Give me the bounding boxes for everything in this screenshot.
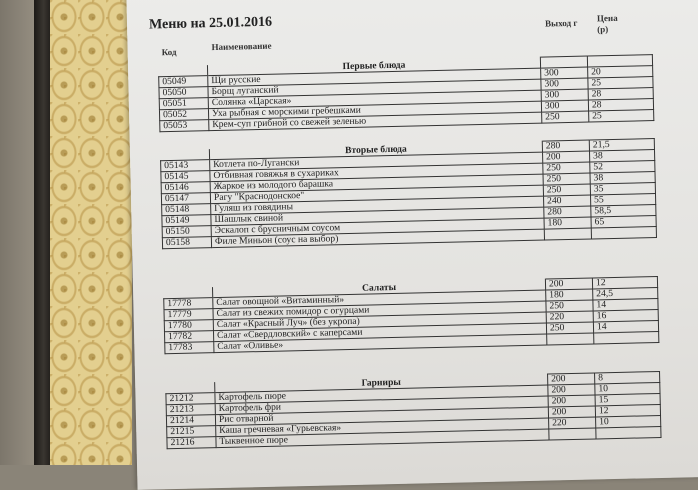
dish-code: 17783 xyxy=(165,342,214,354)
dish-name: Салат «Красный Луч» (без укропа) xyxy=(213,312,546,331)
dish-output: 180 xyxy=(544,217,591,229)
dish-code: 05158 xyxy=(162,237,211,249)
menu-binder-edge xyxy=(34,0,50,465)
dish-price: 28 xyxy=(588,88,653,100)
dish-code: 17778 xyxy=(164,298,213,310)
header-name: Наименование xyxy=(211,40,272,53)
menu-title: Меню на 25.01.2016 xyxy=(148,14,273,33)
dish-name: Рагу "Краснодонское" xyxy=(210,185,543,204)
dish-code: 05147 xyxy=(161,193,210,205)
header-output: Выход г xyxy=(544,17,578,29)
section-title: Первые блюда xyxy=(207,57,540,76)
dish-code: 21212 xyxy=(166,393,215,405)
dish-output: 250 xyxy=(542,111,589,123)
dish-code: 05051 xyxy=(159,98,208,110)
dish-output xyxy=(547,333,594,345)
dish-price: 25 xyxy=(589,110,654,122)
dish-code: 05050 xyxy=(159,87,208,99)
dish-name: Крем-суп грибной со свежей зеленью xyxy=(209,112,542,131)
menu-page xyxy=(126,0,698,490)
dish-price: 38 xyxy=(589,150,654,162)
dish-output: 250 xyxy=(546,300,593,312)
dish-code: 05049 xyxy=(159,76,208,88)
dish-code: 21215 xyxy=(167,426,216,438)
dish-output: 280 xyxy=(544,206,591,218)
section-price: 12 xyxy=(592,277,657,289)
dish-price: 28 xyxy=(588,99,653,111)
dish-name: Солянка «Царская» xyxy=(208,90,541,109)
dish-code: 21214 xyxy=(166,415,215,427)
dish-output: 200 xyxy=(548,384,595,396)
dish-price xyxy=(596,426,661,438)
section-table-main-courses xyxy=(160,138,657,249)
dish-name: Гуляш из говядины xyxy=(211,196,544,215)
dish-output: 180 xyxy=(546,289,593,301)
dish-price: 55 xyxy=(590,194,655,206)
dish-price: 16 xyxy=(593,310,658,322)
dish-name: Борщ луганский xyxy=(208,79,541,98)
dish-price xyxy=(594,332,659,344)
dish-output: 300 xyxy=(541,67,588,79)
dish-name: Рис отварной xyxy=(215,407,548,426)
dish-code: 17779 xyxy=(164,309,213,321)
section-table-salads xyxy=(163,276,659,354)
dish-output: 240 xyxy=(544,195,591,207)
dish-output: 250 xyxy=(543,184,590,196)
dish-price: 12 xyxy=(595,404,660,416)
dish-code: 05149 xyxy=(162,215,211,227)
dish-output: 200 xyxy=(548,406,595,418)
dish-price: 14 xyxy=(593,299,658,311)
dish-price: 52 xyxy=(590,161,655,173)
section-title: Гарниры xyxy=(215,374,548,393)
dish-price: 65 xyxy=(591,216,656,228)
dish-price: 58,5 xyxy=(591,205,656,217)
dish-output: 300 xyxy=(541,100,588,112)
dish-code: 17782 xyxy=(164,331,213,343)
dish-code: 05145 xyxy=(161,171,210,183)
dish-code: 05143 xyxy=(161,160,210,172)
dish-output: 250 xyxy=(543,162,590,174)
header-code: Код xyxy=(161,46,177,58)
dish-price: 38 xyxy=(590,172,655,184)
dish-price: 35 xyxy=(590,183,655,195)
dish-name: Картофель фри xyxy=(215,396,548,415)
dish-code: 05150 xyxy=(162,226,211,238)
dish-output xyxy=(549,428,596,440)
dish-price: 14 xyxy=(593,321,658,333)
table-surface xyxy=(0,0,34,465)
dish-output xyxy=(544,228,591,240)
section-output: 200 xyxy=(545,278,592,290)
dish-code: 05053 xyxy=(160,120,209,132)
dish-code: 05146 xyxy=(161,182,210,194)
dish-name: Щи русские xyxy=(208,68,541,87)
dish-name: Уха рыбная с морскими гребешками xyxy=(208,101,541,120)
dish-price: 20 xyxy=(588,66,653,78)
section-table-side-dishes xyxy=(165,371,661,449)
dish-price: 10 xyxy=(596,415,661,427)
dish-price: 10 xyxy=(595,382,660,394)
dish-name: Салат «Оливье» xyxy=(214,334,547,353)
section-title: Салаты xyxy=(212,279,545,298)
dish-name: Салат из свежих помидор с огурцами xyxy=(213,301,546,320)
dish-price: 24,5 xyxy=(593,288,658,300)
dish-price xyxy=(591,227,656,239)
section-output: 280 xyxy=(542,140,589,152)
dish-name: Эскалоп с брусничным соусом xyxy=(211,218,544,237)
section-price: 8 xyxy=(595,371,660,383)
dish-name: Каша гречневая «Гурьевская» xyxy=(216,418,549,437)
header-price: Цена (р) xyxy=(596,12,618,35)
dish-code: 05148 xyxy=(162,204,211,216)
section-title: Вторые блюда xyxy=(209,141,542,160)
dish-name: Филе Миньон (соус на выбор) xyxy=(211,229,544,248)
dish-output: 200 xyxy=(543,151,590,163)
dish-name: Котлета по-Луганcки xyxy=(210,152,543,171)
dish-price: 15 xyxy=(595,393,660,405)
dish-name: Шашлык свиной xyxy=(211,207,544,226)
dish-name: Жаркое из молодого барашка xyxy=(210,174,543,193)
dish-code: 05052 xyxy=(159,109,208,121)
dish-name: Отбивная говяжья в сухариках xyxy=(210,163,543,182)
dish-name: Салат овощной «Витаминный» xyxy=(213,290,546,309)
dish-output: 200 xyxy=(548,395,595,407)
dish-output: 220 xyxy=(549,417,596,429)
dish-code: 21213 xyxy=(166,404,215,416)
dish-output: 220 xyxy=(546,311,593,323)
section-table-first-courses xyxy=(158,54,654,132)
dish-name: Картофель пюре xyxy=(215,385,548,404)
dish-output: 300 xyxy=(541,78,588,90)
dish-name: Тыквенное пюре xyxy=(216,429,549,448)
section-output: 200 xyxy=(548,373,595,385)
dish-code: 21216 xyxy=(167,437,216,449)
dish-code: 17780 xyxy=(164,320,213,332)
section-price: 21,5 xyxy=(589,139,654,151)
dish-output: 250 xyxy=(546,322,593,334)
decorative-pattern-border xyxy=(50,0,132,465)
dish-name: Салат «Свердловский» с каперсами xyxy=(213,323,546,342)
dish-output: 250 xyxy=(543,173,590,185)
dish-output: 300 xyxy=(541,89,588,101)
dish-price: 25 xyxy=(588,77,653,89)
